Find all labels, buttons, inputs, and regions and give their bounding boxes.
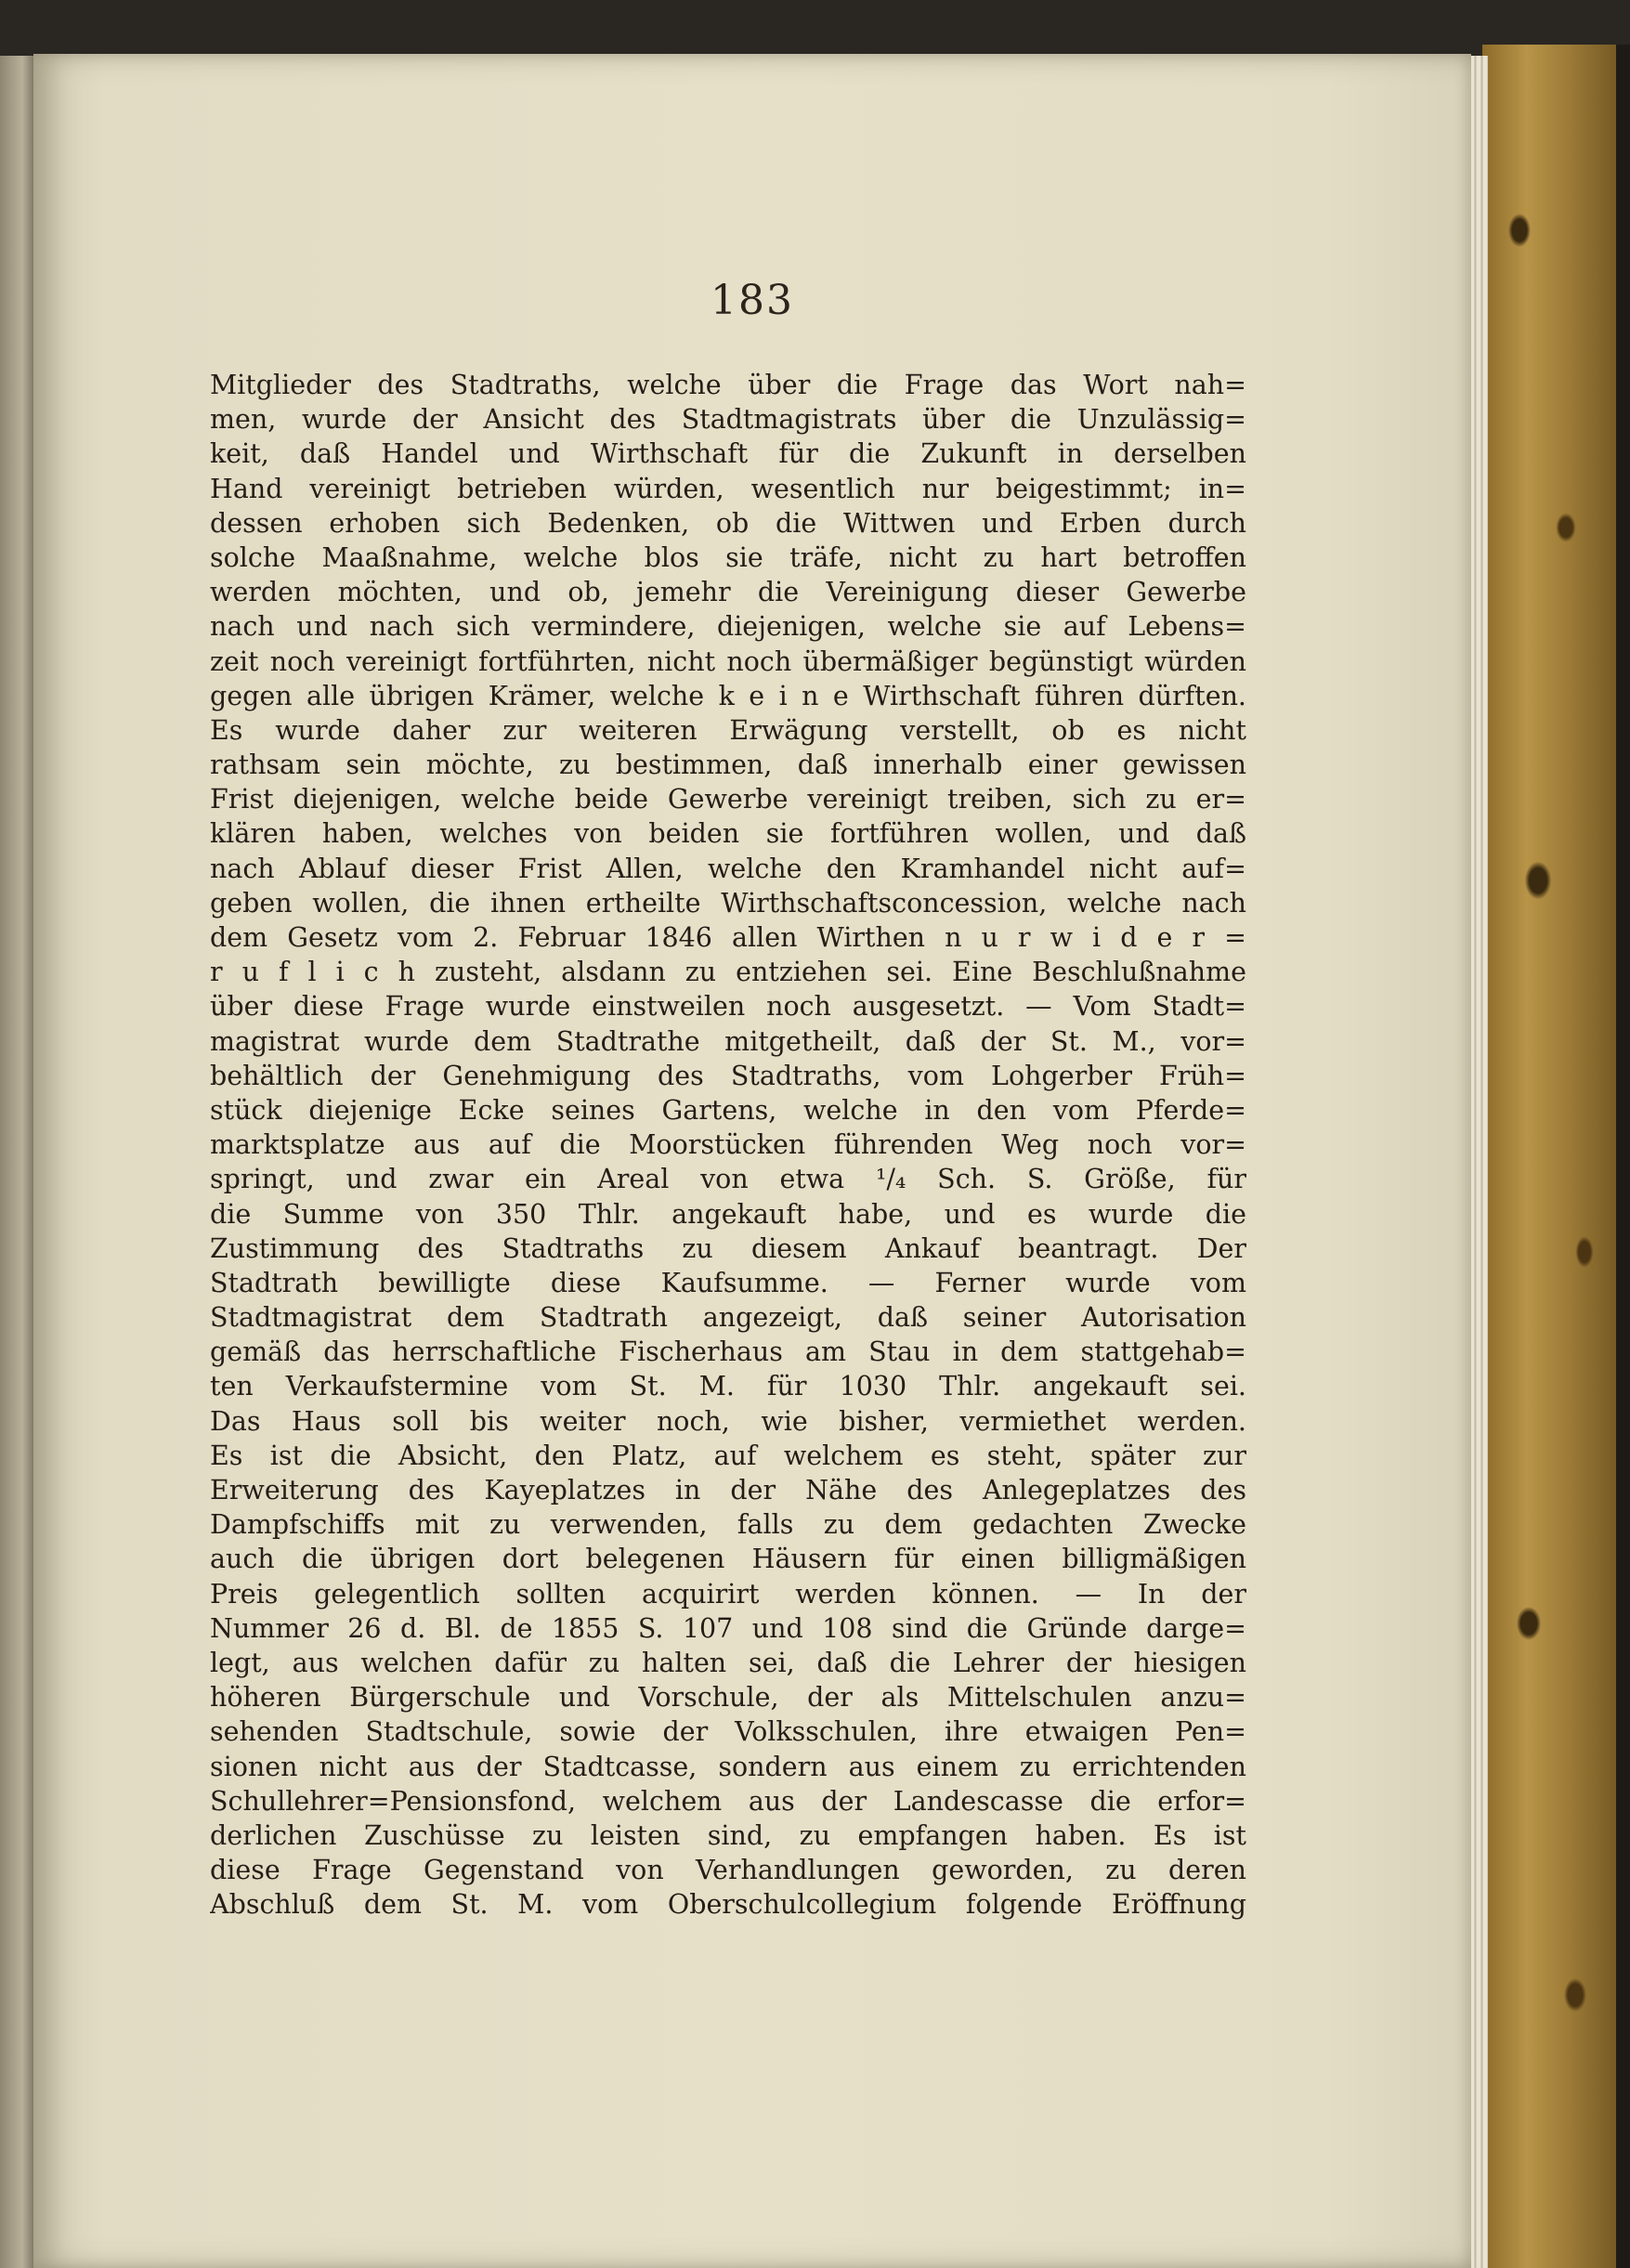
text-line: Schullehrer=Pensionsfond, welchem aus der Landescasse die erfor= [210, 1785, 1246, 1817]
text-line: Erweiterung des Kayeplatzes in der Nähe des Anlegeplatzes des [210, 1475, 1246, 1505]
text-line: Frist diejenigen, welche beide Gewerbe vereinigt treiben, sich zu er= [210, 784, 1246, 815]
text-line: gemäß das herrschaftliche Fischerhaus am Stau in dem stattgehab= [210, 1336, 1246, 1368]
text-line: sionen nicht aus der Stadtcasse, sondern aus einem zu errichtenden [210, 1751, 1246, 1782]
text-line: geben wollen, die ihnen ertheilte Wirthschaftsconcession, welche nach [210, 887, 1246, 919]
text-line: solche Maaßnahme, welche blos sie träfe, nicht zu hart betroffen [210, 541, 1246, 573]
text-line: Abschluß dem St. M. vom Oberschulcollegium folgende Eröffnung [210, 1889, 1246, 1921]
text-line: Mitglieder des Stadtraths, welche über die Frage das Wort nah= [210, 370, 1246, 400]
text-line: gegen alle übrigen Krämer, welche k e i n e Wirthschaft führen dürften. [210, 680, 1246, 711]
text-line: men, wurde der Ansicht des Stadtmagistrats über die Unzulässig= [210, 404, 1246, 436]
text-line: die Summe von 350 Thlr. angekauft habe, und es wurde die [210, 1198, 1246, 1230]
text-line: sehenden Stadtschule, sowie der Volksschulen, ihre etwaigen Pen= [210, 1716, 1246, 1748]
text-line: auch die übrigen dort belegenen Häusern für einen billigmäßigen [210, 1544, 1246, 1575]
text-line: behältlich der Genehmigung des Stadtraths, vom Lohgerber Früh= [210, 1060, 1246, 1091]
text-line: derlichen Zuschüsse zu leisten sind, zu empfangen haben. Es ist [210, 1819, 1246, 1851]
text-line: marktsplatze aus auf die Moorstücken führenden Weg noch vor= [210, 1129, 1246, 1161]
text-line: stück diejenige Ecke seines Gartens, welche in den vom Pferde= [210, 1094, 1246, 1126]
text-line: nach und nach sich vermindere, diejenigen, welche sie auf Lebens= [210, 611, 1246, 643]
text-line: dessen erhoben sich Bedenken, ob die Wittwen und Erben durch [210, 507, 1246, 539]
text-line: diese Frage Gegenstand von Verhandlungen geworden, zu deren [210, 1855, 1246, 1886]
text-line: Nummer 26 d. Bl. de 1855 S. 107 und 108 sind die Gründe darge= [210, 1612, 1246, 1644]
text-line: Es ist die Absicht, den Platz, auf welchem es steht, später zur [210, 1440, 1246, 1471]
text-line: Stadtmagistrat dem Stadtrath angezeigt, daß seiner Autorisation [210, 1302, 1246, 1334]
text-line: klären haben, welches von beiden sie fortführen wollen, und daß [210, 818, 1246, 850]
body-text [210, 368, 1246, 1922]
text-line: Das Haus soll bis weiter noch, wie bisher, vermiethet werden. [210, 1405, 1246, 1437]
text-line: nach Ablauf dieser Frist Allen, welche den Kramhandel nicht auf= [210, 853, 1246, 884]
book-page [33, 54, 1471, 2268]
text-line: rathsam sein möchte, zu bestimmen, daß innerhalb einer gewissen [210, 749, 1246, 781]
text-line: Hand vereinigt betrieben würden, wesentlich nur beigestimmt; in= [210, 473, 1246, 504]
text-line: magistrat wurde dem Stadtrathe mitgetheilt, daß der St. M., vor= [210, 1025, 1246, 1057]
cover-edge [1616, 45, 1630, 2268]
text-line: dem Gesetz vom 2. Februar 1846 allen Wirthen n u r w i d e r = [210, 922, 1246, 953]
text-line: springt, und zwar ein Areal von etwa ¹/₄ Sch. S. Größe, für [210, 1164, 1246, 1195]
marbled-cover [1482, 45, 1630, 2268]
text-line: werden möchten, und ob, jemehr die Vereinigung dieser Gewerbe [210, 577, 1246, 608]
text-line: über diese Frage wurde einstweilen noch ausgesetzt. — Vom Stadt= [210, 991, 1246, 1023]
previous-page-edge [0, 56, 37, 2268]
text-line: Preis gelegentlich sollten acquirirt werden können. — In der [210, 1578, 1246, 1610]
text-line: Zustimmung des Stadtraths zu diesem Ankauf beantragt. Der [210, 1232, 1246, 1264]
text-line: höheren Bürgerschule und Vorschule, der als Mittelschulen anzu= [210, 1682, 1246, 1714]
text-line: r u f l i c h zusteht, alsdann zu entziehen sei. Eine Beschlußnahme [210, 957, 1246, 988]
text-line: Stadtrath bewilligte diese Kaufsumme. — Ferner wurde vom [210, 1267, 1246, 1298]
text-line: Es wurde daher zur weiteren Erwägung verstellt, ob es nicht [210, 714, 1246, 746]
text-line: zeit noch vereinigt fortführten, nicht noch übermäßiger begünstigt würden [210, 645, 1246, 677]
text-line: keit, daß Handel und Wirthschaft für die Zukunft in derselben [210, 438, 1246, 470]
text-line: legt, aus welchen dafür zu halten sei, daß die Lehrer der hiesigen [210, 1647, 1246, 1678]
page-number: 183 [711, 277, 794, 324]
text-line: ten Verkaufstermine vom St. M. für 1030 Thlr. angekauft sei. [210, 1371, 1246, 1402]
text-line: Dampfschiffs mit zu verwenden, falls zu dem gedachten Zwecke [210, 1509, 1246, 1541]
